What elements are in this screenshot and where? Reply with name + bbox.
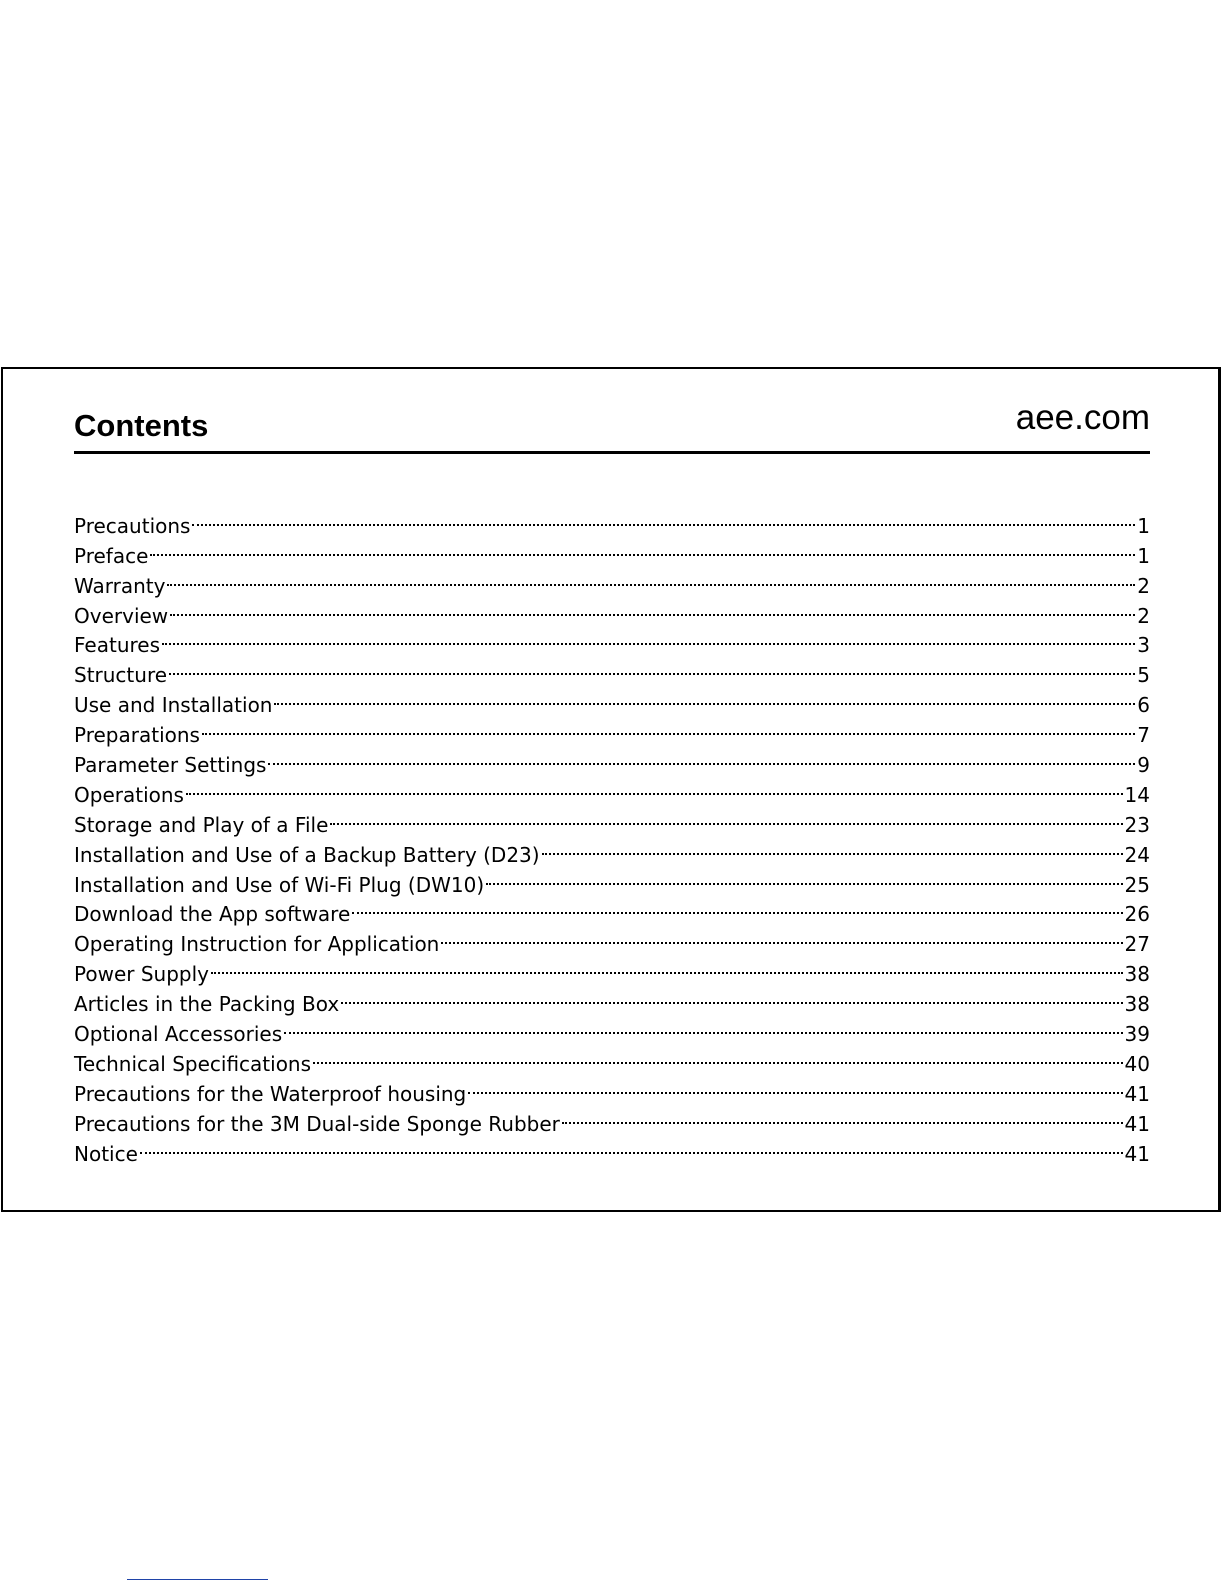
toc-page-number: 1 (1137, 543, 1150, 568)
toc-page-number: 41 (1124, 1081, 1150, 1106)
toc-entry-title: Precautions (74, 513, 191, 538)
toc-page-number: 5 (1137, 663, 1150, 688)
toc-entry-title: Power Supply (74, 962, 209, 987)
dot-leader (330, 802, 1122, 832)
toc-entry-title: Preparations (74, 723, 200, 748)
dot-leader (202, 712, 1135, 742)
dot-leader (211, 951, 1123, 981)
toc-entry-title: Notice (74, 1141, 138, 1166)
dot-leader (284, 1011, 1122, 1041)
toc-entry-title: Use and Installation (74, 693, 273, 718)
dot-leader (468, 1071, 1122, 1101)
toc-page-number: 25 (1124, 872, 1150, 897)
dot-leader (352, 892, 1122, 922)
toc-page-number: 14 (1124, 782, 1150, 807)
toc-entry (74, 533, 1150, 568)
toc-entry-title: Installation and Use of a Backup Battery (D23) (74, 842, 540, 867)
dot-leader (268, 742, 1135, 772)
toc-page-number: 38 (1124, 962, 1150, 987)
dot-leader (441, 921, 1122, 951)
toc-entry (74, 951, 1150, 987)
toc-entry (74, 712, 1150, 748)
toc-entry (74, 593, 1150, 628)
toc-entry-title: Download the App software (74, 902, 351, 927)
dot-leader (170, 593, 1135, 623)
toc-entry (74, 1131, 1150, 1166)
toc-entry (74, 772, 1150, 807)
dot-leader (186, 772, 1123, 802)
toc-page-number: 24 (1124, 842, 1150, 867)
toc-entry (74, 802, 1150, 837)
dot-leader (150, 533, 1135, 563)
toc-page-number: 23 (1124, 812, 1150, 837)
footer-link-underline (127, 1579, 268, 1580)
toc-page-number: 9 (1137, 753, 1150, 778)
toc-page-number: 27 (1124, 932, 1150, 957)
toc-page-number: 7 (1137, 723, 1150, 748)
toc-entry-title: Overview (74, 603, 169, 628)
toc-entry-title: Articles in the Packing Box (74, 992, 340, 1017)
toc-entry-title: Parameter Settings (74, 753, 267, 778)
toc-page-number: 39 (1124, 1022, 1150, 1047)
toc-page-number: 2 (1137, 573, 1150, 598)
toc-entry-title: Technical Specifications (74, 1051, 312, 1076)
dot-leader (274, 682, 1135, 712)
dot-leader (167, 563, 1135, 593)
brand-website: aee.com (1015, 398, 1150, 437)
dot-leader (542, 832, 1123, 862)
toc-entry-title: Installation and Use of Wi-Fi Plug (DW10) (74, 872, 485, 897)
table-of-contents (74, 503, 1150, 1166)
dot-leader (192, 503, 1135, 533)
toc-entry (74, 981, 1150, 1017)
toc-page-number: 40 (1124, 1051, 1150, 1076)
dot-leader (486, 862, 1122, 892)
dot-leader (562, 1101, 1123, 1131)
dot-leader (140, 1131, 1123, 1161)
toc-page-number: 2 (1137, 603, 1150, 628)
toc-entry-title: Precautions for the 3M Dual-side Sponge Rubber (74, 1111, 560, 1136)
toc-entry-title: Warranty (74, 573, 166, 598)
toc-entry-title: Structure (74, 663, 168, 688)
toc-entry-title: Preface (74, 543, 149, 568)
toc-entry-title: Operations (74, 782, 184, 807)
toc-entry (74, 563, 1150, 598)
toc-entry (74, 682, 1150, 718)
page-title: Contents (74, 408, 209, 443)
toc-page-number: 41 (1124, 1111, 1150, 1136)
toc-page-number: 6 (1137, 693, 1150, 718)
toc-entry-title: Precautions for the Waterproof housing (74, 1081, 467, 1106)
toc-page-number: 26 (1124, 902, 1150, 927)
dot-leader (169, 652, 1135, 682)
toc-page-number: 41 (1124, 1141, 1150, 1166)
toc-entry (74, 503, 1150, 538)
toc-entry (74, 742, 1150, 778)
toc-entry-title: Operating Instruction for Application (74, 932, 440, 957)
dot-leader (313, 1041, 1123, 1071)
dot-leader (341, 981, 1122, 1011)
toc-page-number: 38 (1124, 992, 1150, 1017)
contents-header (74, 398, 1150, 454)
toc-entry (74, 652, 1150, 688)
dot-leader (162, 623, 1135, 653)
toc-entry-title: Features (74, 633, 160, 658)
toc-entry (74, 623, 1150, 658)
toc-entry-title: Storage and Play of a File (74, 812, 329, 837)
toc-entry-title: Optional Accessories (74, 1022, 283, 1047)
toc-page-number: 3 (1137, 633, 1150, 658)
toc-page-number: 1 (1137, 513, 1150, 538)
